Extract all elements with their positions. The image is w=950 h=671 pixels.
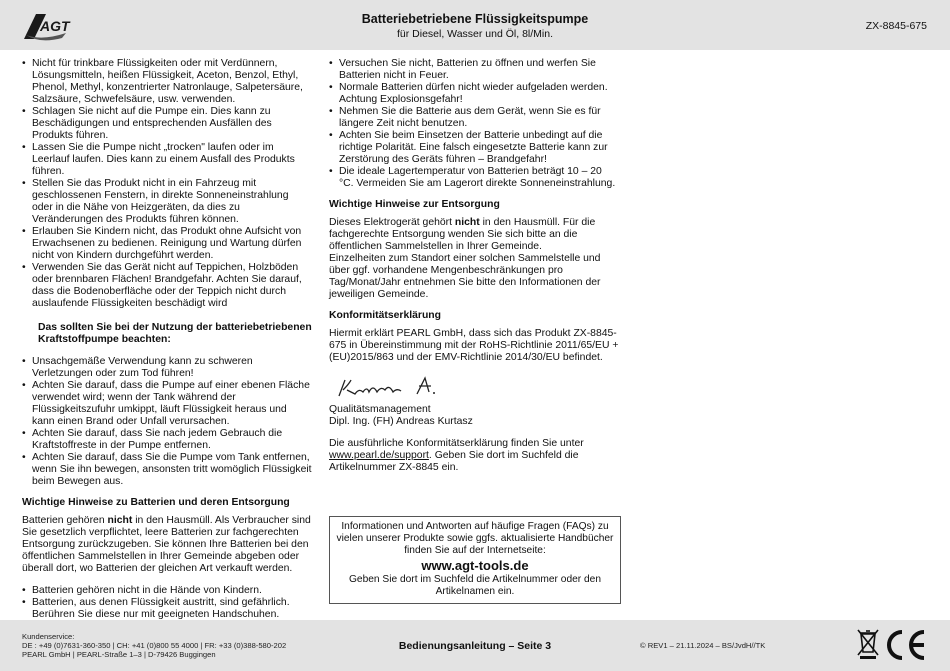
list-item: • Normale Batterien dürfen nicht wieder aufgeladen werden. Achtung Explosionsgefahr! [329, 82, 619, 106]
list-item: • Achten Sie beim Einsetzen der Batterie unbedingt auf die richtige Polarität. Eine falsch eingesetzte Batterie kann zur Zerstörung des Geräts führen – Brandgefahr! [329, 130, 619, 166]
faq-box [329, 516, 621, 604]
company-address: PEARL GmbH | PEARL-Straße 1–3 | D-79426 Buggingen [22, 650, 216, 659]
revision-info: © REV1 – 21.11.2024 – BS/JvdH//TK [640, 641, 766, 650]
list-item: • Verwenden Sie das Gerät nicht auf Teppichen, Holzböden oder brennbaren Flächen! Brandgefahr. Achten Sie darauf, dass die Bodenoberfläche oder der Teppich nicht durch auslaufende Flüssigkeiten beschädigt wird [22, 262, 312, 310]
list-item: • Achten Sie darauf, dass Sie die Pumpe vom Tank entfernen, wenn Sie ihn bewegen, ansonsten tritt womöglich Flüssigkeit beim Bewegen aus. [22, 452, 312, 488]
service-phones: DE : +49 (0)7631-360-350 | CH: +41 (0)800 55 4000 | FR: +33 (0)388-580-202 [22, 641, 287, 650]
list-item: • Schlagen Sie nicht auf die Pumpe ein. Dies kann zu Beschädigungen und entsprechenden Ausfällen des Produkts führen. [22, 106, 312, 142]
list-item: • Versuchen Sie nicht, Batterien zu öffnen und werfen Sie Batterien nicht in Feuer. [329, 58, 619, 82]
fuel-pump-heading: Das sollten Sie bei der Nutzung der batteriebetriebenen Kraftstoffpumpe beachten: [38, 322, 312, 345]
signature [333, 374, 443, 402]
article-code: ZX-8845-675 [865, 20, 927, 32]
page-number-label: Bedienungsanleitung – Seite 3 [398, 640, 552, 652]
list-item: • Batterien gehören nicht in die Hände von Kindern. [22, 585, 312, 597]
right-column [329, 58, 619, 474]
left-column [22, 58, 312, 621]
support-link[interactable]: www.pearl.de/support [329, 450, 429, 461]
list-item: • Batterien, aus denen Flüssigkeit austritt, sind gefährlich. Berühren Sie diese nur mit geeigneten Handschuhen. [22, 597, 312, 621]
list-item: • Nicht für trinkbare Flüssigkeiten oder mit Verdünnern, Lösungsmitteln, heißen Flüssigkeit, Aceton, Benzol, Ethyl, Phenol, Methyl, konzentrierter Natronlauge, Salpetersäure, Salzsäure, Schwefelsäure, usw. verwenden. [22, 58, 312, 106]
page-footer [0, 620, 950, 671]
battery-heading: Wichtige Hinweise zu Batterien und deren Entsorgung [22, 497, 290, 508]
page-subtitle: für Diesel, Wasser und Öl, 8l/Min. [397, 28, 553, 40]
faq-url[interactable]: www.agt-tools.de [421, 558, 529, 573]
list-item: • Stellen Sie das Produkt nicht in ein Fahrzeug mit geschlossenen Fenstern, in direkte Sonneneinstrahlung oder in die Nähe von Heizgeräten, da dies zu Veränderungen des Produkts führen können. [22, 178, 312, 226]
battery-safety-list [329, 58, 619, 190]
list-item: • Erlauben Sie Kindern nicht, das Produkt ohne Aufsicht von Erwachsenen zu bedienen. Reinigung und Wartung dürfen nicht von Kindern durchgeführt werden. [22, 226, 312, 262]
conformity-detail: Die ausführliche Konformitätserklärung finden Sie unter www.pearl.de/support. Geben Sie dort im Suchfeld die Artikelnummer ZX-8845 ein. [329, 438, 584, 473]
conformity-paragraph: Hiermit erklärt PEARL GmbH, dass sich das Produkt ZX-8845-675 in Übereinstimmung mit der RoHS-Richtlinie 2011/65/EU + (EU)2015/863 und der EMV-Richtlinie 2014/30/EU befindet. [329, 328, 619, 363]
faq-text: Informationen und Antworten auf häufige Fragen (FAQs) zu vielen unserer Produkte sowie ggfs. aktualisierte Handbücher finden Sie auf der Internetseite: [336, 521, 614, 556]
list-item: • Nehmen Sie die Batterie aus dem Gerät, wenn Sie es für längere Zeit nicht benutzen. [329, 106, 619, 130]
list-item: • Lassen Sie die Pumpe nicht „trocken" laufen oder im Leerlauf laufen. Dies kann zu einem Ausfall des Produkts führen. [22, 142, 312, 178]
ce-mark-icon [882, 628, 928, 662]
list-item: • Achten Sie darauf, dass die Pumpe auf einer ebenen Fläche verwendet wird; wenn der Tank während der Flüssigkeitszufuhr umkippt, läuft Flüssigkeit heraus und kann einen Brand oder Unfall verursachen. [22, 380, 312, 428]
signer-role: Qualitätsmanagement [329, 404, 431, 415]
service-label: Kundenservice: [22, 632, 75, 641]
safety-list [22, 58, 312, 310]
list-item: • Achten Sie darauf, dass Sie nach jedem Gebrauch die Kraftstoffreste in der Pumpe entfernen. [22, 428, 312, 452]
battery-paragraph: Batterien gehören nicht in den Hausmüll. Als Verbraucher sind Sie gesetzlich verpflichtet, leere Batterien zur fachgerechten Entsorgung zurückzugeben. Sie können Ihre Batterien bei den öffentlichen Sammelstellen in Ihrer Gemeinde abgeben oder überall dort, wo Batterien der gleichen Art verkauft werden. [22, 515, 311, 574]
disposal-paragraph-2: Einzelheiten zum Standort einer solchen Sammelstelle und über ggf. vorhandene Mengenbeschränkungen pro Tag/Monat/Jahr entnehmen Sie bitte den Informationen der jeweiligen Gemeinde. [329, 253, 601, 300]
faq-search-hint: Geben Sie dort im Suchfeld die Artikelnummer oder den Artikelnamen ein. [349, 574, 601, 597]
fuel-list [22, 356, 312, 488]
conformity-heading: Konformitätserklärung [329, 310, 442, 321]
battery-list [22, 585, 312, 621]
page-title: Batteriebetriebene Flüssigkeitspumpe [361, 12, 589, 26]
weee-bin-icon [856, 628, 880, 660]
svg-text:AGT: AGT [40, 18, 70, 34]
signer-name: Dipl. Ing. (FH) Andreas Kurtasz [329, 416, 473, 427]
list-item: • Die ideale Lagertemperatur von Batterien beträgt 10 – 20 °C. Vermeiden Sie am Lagerort direkte Sonneneinstrahlung. [329, 166, 619, 190]
disposal-heading: Wichtige Hinweise zur Entsorgung [329, 199, 500, 210]
page-header [0, 0, 950, 50]
disposal-paragraph: Dieses Elektrogerät gehört nicht in den Hausmüll. Für die fachgerechte Entsorgung wenden Sie sich bitte an die öffentlichen Sammelstellen in Ihrer Gemeinde. [329, 217, 596, 252]
list-item: • Unsachgemäße Verwendung kann zu schweren Verletzungen oder zum Tod führen! [22, 356, 312, 380]
